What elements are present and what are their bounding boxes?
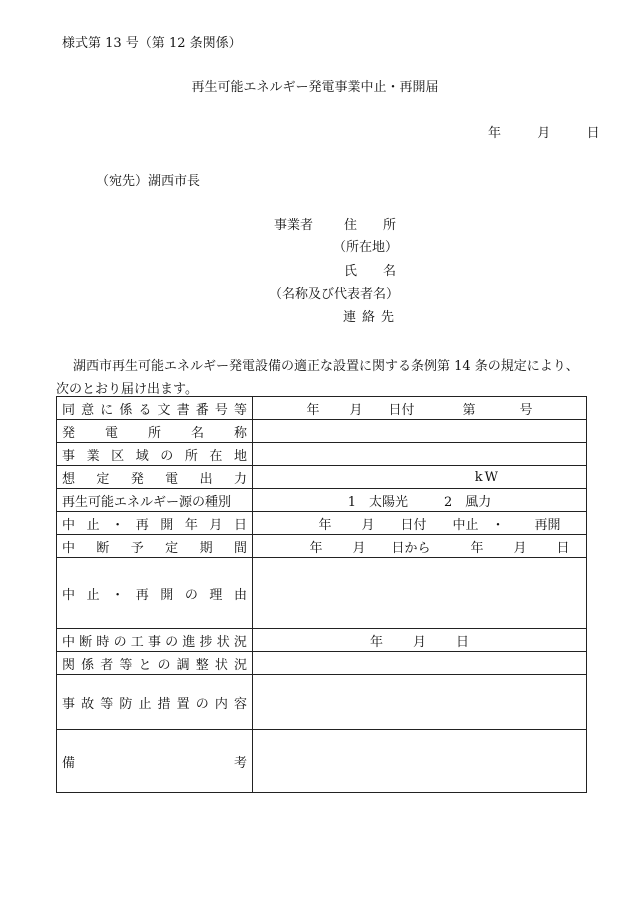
number-suffix-text: 号: [519, 402, 533, 418]
date-day: 日: [586, 126, 600, 141]
day-text: 日: [456, 634, 470, 650]
label-char: 止: [138, 696, 152, 712]
label-char: 書: [176, 402, 190, 418]
label-char: 業: [86, 448, 100, 464]
label-char: 工: [130, 634, 144, 650]
label-char: 係: [119, 402, 133, 418]
table-row: [57, 629, 587, 652]
label-char: 在: [209, 448, 223, 464]
label-char: 電: [104, 425, 118, 441]
label-char: 月: [209, 517, 223, 533]
label-char: 地: [233, 448, 247, 464]
label-char: 予: [130, 540, 144, 556]
label-char: ・: [111, 517, 125, 533]
label-char: 定: [96, 471, 110, 487]
label-char: 係: [81, 657, 95, 673]
body-text: 湖西市再生可能エネルギー発電設備の適正な設置に関する条例第 14 条の規定により、次のとおり届け出ます。: [56, 359, 579, 397]
row-value-reason[interactable]: [253, 558, 587, 629]
representative-label: （名称及び代表者名）: [269, 287, 400, 302]
label-char: 区: [111, 448, 125, 464]
year-text: 年: [318, 517, 332, 533]
label-char: 開: [160, 587, 174, 603]
row-label-output: [57, 466, 253, 489]
year-text: 年: [309, 540, 323, 556]
label-char: 調: [176, 657, 190, 673]
label-char: 内: [214, 696, 228, 712]
row-value-prevention[interactable]: [253, 675, 587, 730]
label-char: 定: [165, 540, 179, 556]
table-row: [57, 397, 587, 420]
label-char: 期: [199, 540, 213, 556]
row-label-suspension-period: [57, 535, 253, 558]
row-label-stop-restart-date: [57, 512, 253, 535]
kw-unit: kW: [474, 469, 500, 485]
label-char: に: [100, 402, 114, 418]
label-char: 進: [182, 634, 196, 650]
label-char: の: [157, 657, 171, 673]
label-char: 時: [96, 634, 110, 650]
row-value-progress[interactable]: [253, 629, 587, 652]
submission-date: [488, 127, 600, 140]
justified-label: [62, 445, 247, 464]
notification-table: [56, 396, 587, 793]
label-char: 発: [62, 425, 76, 441]
label-char: 措: [157, 696, 171, 712]
number-prefix-text: 第: [462, 402, 476, 418]
justified-label: [62, 514, 247, 533]
option-wind: 2 風力: [444, 494, 492, 510]
justified-label: [62, 631, 247, 650]
label-char: 止: [86, 587, 100, 603]
form-number: 様式第 13 号（第 12 条関係）: [62, 36, 242, 51]
label-char: の: [165, 634, 179, 650]
label-char: の: [160, 448, 174, 464]
address-label: 住所: [344, 218, 423, 233]
table-row: [57, 420, 587, 443]
label-char: 域: [135, 448, 149, 464]
day-suffix-text: 日付: [388, 402, 415, 418]
remarks-label-right: 考: [233, 755, 247, 771]
energy-type-label: 再生可能エネルギー源の種別: [62, 494, 232, 510]
label-char: 捗: [199, 634, 213, 650]
row-label-plant-name: [57, 420, 253, 443]
table-row: [57, 730, 587, 793]
label-char: 称: [233, 425, 247, 441]
date-month: 月: [537, 126, 551, 141]
label-char: 理: [209, 587, 223, 603]
label-char: 状: [214, 657, 228, 673]
label-char: 中: [62, 540, 76, 556]
label-char: 再: [135, 517, 149, 533]
row-value-output[interactable]: [253, 466, 587, 489]
label-char: 断: [79, 634, 93, 650]
label-char: 由: [233, 587, 247, 603]
row-value-site-location[interactable]: [253, 443, 587, 466]
label-char: 況: [233, 634, 247, 650]
label-char: 況: [233, 657, 247, 673]
label-char: 防: [119, 696, 133, 712]
row-label-site-location: [57, 443, 253, 466]
row-label-remarks: [57, 730, 253, 793]
row-value-plant-name[interactable]: [253, 420, 587, 443]
label-char: ・: [111, 587, 125, 603]
label-char: 発: [130, 471, 144, 487]
label-char: 事: [147, 634, 161, 650]
label-char: 番: [195, 402, 209, 418]
stop-option: 中止 ・: [452, 517, 505, 533]
label-char: 所: [184, 448, 198, 464]
label-char: 電: [165, 471, 179, 487]
label-char: 間: [233, 540, 247, 556]
label-char: 断: [96, 540, 110, 556]
day-suffix-text: 日付: [400, 517, 427, 533]
label-char: 故: [81, 696, 95, 712]
row-value-energy-type[interactable]: [253, 489, 587, 512]
justified-label: [62, 693, 247, 712]
row-value-stop-restart-date[interactable]: [253, 512, 587, 535]
label-char: 中: [62, 517, 76, 533]
month-text: 月: [349, 402, 363, 418]
label-char: 意: [81, 402, 95, 418]
location-label: （所在地）: [333, 240, 399, 255]
label-char: の: [195, 696, 209, 712]
row-label-document-number: [57, 397, 253, 420]
label-char: 再: [135, 587, 149, 603]
label-char: 名: [190, 425, 204, 441]
restart-option: 再開: [534, 517, 561, 533]
table-row: [57, 466, 587, 489]
table-row: [57, 558, 587, 629]
month-text: 月: [412, 634, 426, 650]
table-row: [57, 535, 587, 558]
label-char: 置: [176, 696, 190, 712]
label-char: と: [138, 657, 152, 673]
month-text: 月: [513, 540, 527, 556]
label-char: 年: [184, 517, 198, 533]
label-char: 中: [62, 634, 76, 650]
label-char: 整: [195, 657, 209, 673]
row-value-coordination[interactable]: [253, 652, 587, 675]
year-text: 年: [470, 540, 484, 556]
label-char: の: [184, 587, 198, 603]
label-char: 中: [62, 587, 76, 603]
label-char: 者: [100, 657, 114, 673]
row-label-energy-type: [57, 489, 253, 512]
label-char: 止: [86, 517, 100, 533]
day-text: 日: [556, 540, 570, 556]
label-char: 力: [233, 471, 247, 487]
row-label-reason: [57, 558, 253, 629]
table-row: [57, 489, 587, 512]
label-char: 号: [214, 402, 228, 418]
label-char: の: [113, 634, 127, 650]
row-value-document-number[interactable]: [253, 397, 587, 420]
table-row: [57, 652, 587, 675]
date-year: 年: [488, 126, 502, 141]
row-label-progress: [57, 629, 253, 652]
applicant-label: 事業者: [274, 218, 314, 233]
year-text: 年: [369, 634, 383, 650]
label-char: 状: [216, 634, 230, 650]
label-char: 事: [62, 696, 76, 712]
justified-label: [62, 537, 247, 556]
table-row: [57, 443, 587, 466]
remarks-label-left: 備: [62, 755, 76, 771]
addressee: （宛先）湖西市長: [96, 174, 201, 189]
row-label-prevention: [57, 675, 253, 730]
contact-label: 連絡先: [343, 310, 401, 325]
row-value-suspension-period[interactable]: [253, 535, 587, 558]
from-text: 日から: [391, 540, 431, 556]
label-char: 容: [233, 696, 247, 712]
label-char: る: [138, 402, 152, 418]
label-char: 文: [157, 402, 171, 418]
name-label: 氏名: [344, 264, 423, 279]
label-char: 同: [62, 402, 76, 418]
justified-label: [62, 468, 247, 487]
label-char: 事: [62, 448, 76, 464]
label-char: 日: [233, 517, 247, 533]
label-char: 想: [62, 471, 76, 487]
label-char: 等: [233, 402, 247, 418]
table-row: [57, 512, 587, 535]
option-solar: 1 太陽光: [347, 494, 408, 510]
justified-label: [62, 399, 247, 418]
label-char: 出: [199, 471, 213, 487]
row-label-coordination: [57, 652, 253, 675]
label-char: 関: [62, 657, 76, 673]
document-title: 再生可能エネルギー発電事業中止・再開届: [191, 80, 439, 95]
year-text: 年: [306, 402, 320, 418]
label-char: 所: [147, 425, 161, 441]
justified-label: [62, 584, 247, 603]
row-value-remarks[interactable]: [253, 730, 587, 793]
month-text: 月: [352, 540, 366, 556]
table-row: [57, 675, 587, 730]
justified-label: [62, 654, 247, 673]
justified-label: [62, 422, 247, 441]
label-char: 等: [119, 657, 133, 673]
label-char: 等: [100, 696, 114, 712]
month-text: 月: [361, 517, 375, 533]
label-char: 開: [160, 517, 174, 533]
